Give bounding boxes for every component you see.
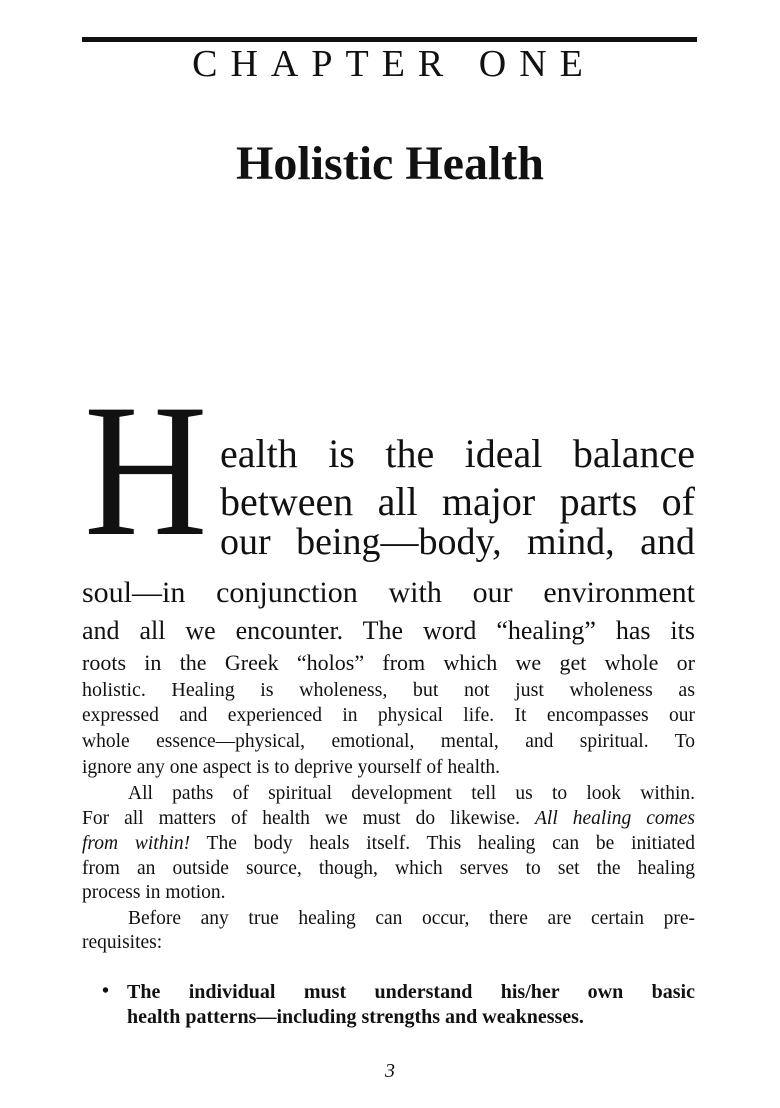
chapter-label: CHAPTER ONE [192,43,596,85]
text-run: For all matters of health we must do likewise. [82,808,535,829]
bullet-icon: • [102,980,110,1002]
chapter-title: Holistic Health [236,137,544,190]
body-line [82,809,695,829]
body-line: roots in the Greek “holos” from which we get whole or [82,650,695,675]
body-line: from an outside source, though, which serves to set the healing [82,858,695,879]
body-line: and all we encounter. The word “healing” has its [82,616,695,645]
body-line: Before any true healing can occur, there are certain pre- [128,908,695,929]
bullet-line: The individual must understand his/her own basic [127,981,695,1003]
bullet-line: health patterns—including strengths and weaknesses. [127,1006,584,1028]
emphasis-text: from within! [82,833,191,854]
body-line: between all major parts of [220,479,695,524]
body-line: ignore any one aspect is to deprive yourself of health. [82,757,501,778]
body-line: holistic. Healing is wholeness, but not just wholeness as [82,679,695,701]
body-line: soul—in conjunction with our environment [82,576,695,609]
drop-cap: H [84,366,208,576]
body-line: process in motion. [82,882,226,903]
body-line [82,834,695,854]
body-line: our being—body, mind, and [220,521,695,563]
top-rule [82,37,697,42]
emphasis-text: All healing comes [535,808,695,829]
page-number: 3 [385,1060,395,1082]
body-line: whole essence—physical, emotional, mental, and spiritual. To [82,731,695,752]
body-line: requisites: [82,932,163,953]
body-line: expressed and experienced in physical life. It encompasses our [82,705,695,726]
body-line: ealth is the ideal balance [220,431,695,476]
text-run: The body heals itself. This healing can be initiated [190,833,695,854]
body-line: All paths of spiritual development tell us to look within. [128,783,695,804]
